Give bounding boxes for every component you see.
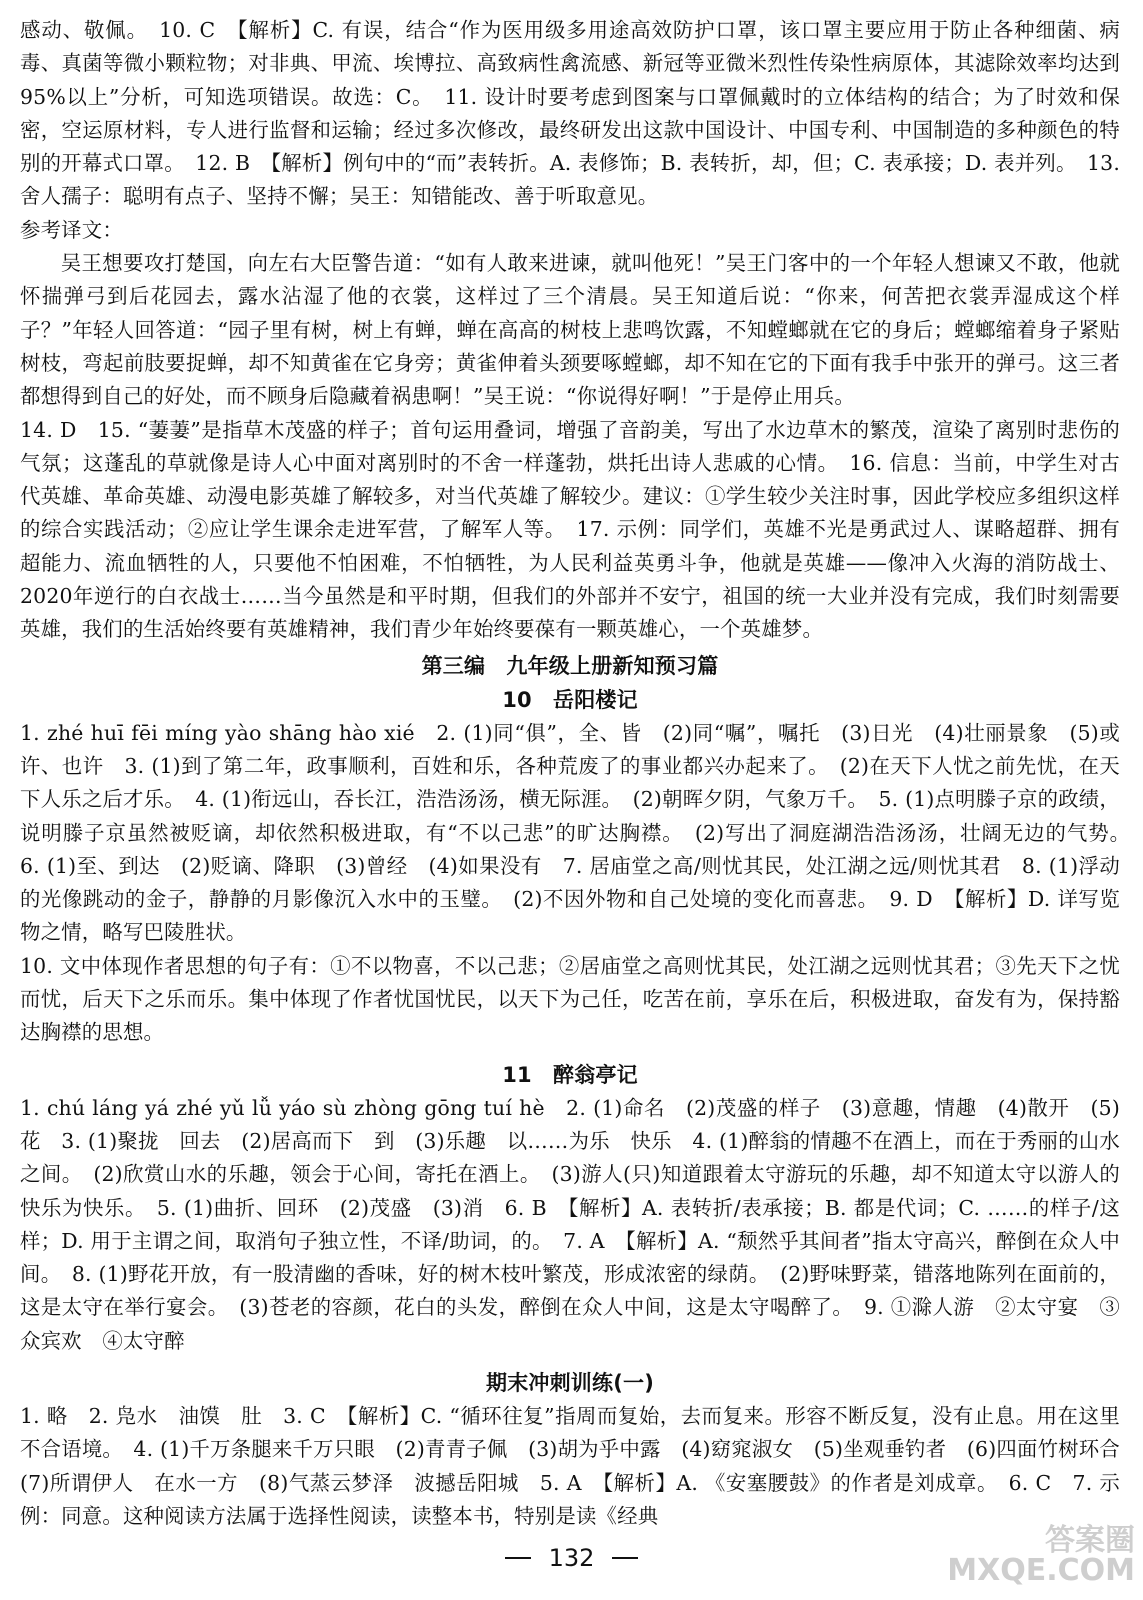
footer-dash-left bbox=[505, 1557, 531, 1559]
lesson-10-q10: 10. 文中体现作者思想的句子有：①不以物喜，不以己悲；②居庙堂之高则忧其民，处江湖之远则忧其君；③先天下之忧而忧，后天下之乐而乐。集中体现了作者忧国忧民，以天下为己任，吃苦在前，享乐在后，积极进取，奋发有为，保持豁达胸襟的思想。 bbox=[20, 953, 1120, 1045]
translation-heading: 参考译文： bbox=[20, 217, 123, 242]
answer-page bbox=[20, 14, 1141, 1533]
lesson-11-title: 11 醉翁亭记 bbox=[502, 1062, 638, 1087]
watermark-logo: 答案圈 MXQE.COM bbox=[947, 1523, 1135, 1588]
lesson-10-answers: 1. zhé huī fēi míng yào shāng hào xié 2. (1)同“俱”，全、皆 (2)同“嘱”，嘱托 (3)日光 (4)壮丽景象 (5)或许、也许 3. (1)到了第二年，政事顺利，百姓和乐，各种荒废了的事业都兴办起来了。 (2)在天下人忧之前先忧，在天下人乐之后才乐。 4. (1)衔远山，吞长江，浩浩汤汤，横无际涯。 (2)朝晖夕阴，气象万千。 5. (1)点明滕子京的政绩，说明滕子京虽然被贬谪，却依然积极进取，有“不以己悲”的旷达胸襟。 (2)写出了洞庭湖浩浩汤汤，壮阔无边的气势。 6. (1)至、到达 (2)贬谪、降职 (3)曾经 (4)如果没有 7. 居庙堂之高/则忧其民，处江湖之远/则忧其君 8. (1)浮动的光像跳动的金子，静静的月影像沉入水中的玉璧。 (2)不因外物和自己处境的变化而喜悲。 9. D 【解析】D. 详写览物之情，略写巴陵胜状。 bbox=[20, 720, 1141, 945]
answers-10-13: 感动、敬佩。 10. C 【解析】C. 有误，结合“作为医用级多用途高效防护口罩，该口罩主要应用于防止各种细菌、病毒、真菌等微小颗粒物；对非典、甲流、埃博拉、高致病性禽流感、新冠等亚微米烈性传染性病原体，其滤除效率均达到95%以上”分析，可知选项错误。故选：C。 11. 设计时要考虑到图案与口罩佩戴时的立体结构的结合；为了时效和保密，空运原材料，专人进行监督和运输；经过多次修改，最终研发出这款中国设计、中国专利、中国制造的多种颜色的特别的开幕式口罩。 12. B 【解析】例句中的“而”表转折。A. 表修饰；B. 表转折，却，但；C. 表承接；D. 表并列。 13. 舍人孺子：聪明有点子、坚持不懈；吴王：知错能改、善于听取意见。 bbox=[20, 18, 1120, 209]
answers-14-17: 14. D 15. “萋萋”是指草木茂盛的样子；首句运用叠词，增强了音韵美，写出了水边草木的繁茂，渲染了离别时悲伤的气氛；这蓬乱的草就像是诗人心中面对离别时的不舍一样蓬勃，烘托出诗人悲戚的心情。 16. 信息：当前，中学生对古代英雄、革命英雄、动漫电影英雄了解较多，对当代英雄了解较少。建议：①学生较少关注时事，因此学校应多组织这样的综合实践活动；②应让学生课余走进军营，了解军人等。 17. 示例：同学们，英雄不光是勇武过人、谋略超群、拥有超能力、流血牺牲的人，只要他不怕困难，不怕牺牲，为人民利益英勇斗争，他就是英雄——像冲入火海的消防战士、2020年逆行的白衣战士……当今虽然是和平时期，但我们的外部并不安宁，祖国的统一大业并没有完成，我们时刻需要英雄，我们的生活始终要有英雄精神，我们青少年始终要葆有一颗英雄心，一个英雄梦。 bbox=[20, 417, 1120, 642]
final-training-title: 期末冲刺训练(一) bbox=[486, 1370, 654, 1395]
lesson-10-title: 10 岳阳楼记 bbox=[502, 687, 638, 712]
footer-dash-right bbox=[612, 1557, 638, 1559]
translation-text: 吴王想要攻打楚国，向左右大臣警告道：“如有人敢来进谏，就叫他死！”吴王门客中的一个年轻人想谏又不敢，他就怀揣弹弓到后花园去，露水沾湿了他的衣裳，这样过了三个清晨。吴王知道后说：“你来，何苦把衣裳弄湿成这个样子？”年轻人回答道：“园子里有树，树上有蝉，蝉在高高的树枝上悲鸣饮露，不知螳螂就在它的身后；螳螂缩着身子紧贴树枝，弯起前肢要捉蝉，却不知黄雀在它身旁；黄雀伸着头颈要啄螳螂，却不知在它的下面有我手中张开的弹弓。这三者都想得到自己的好处，而不顾身后隐藏着祸患啊！”吴王说：“你说得好啊！”于是停止用兵。 bbox=[20, 251, 1120, 409]
part-title: 第三编 九年级上册新知预习篇 bbox=[421, 653, 719, 678]
final-training-answers: 1. 略 2. 凫水 油馍 肚 3. C 【解析】C. “循环往复”指周而复始，去而复来。形容不断反复，没有止息。用在这里不合语境。 4. (1)千万条腿来千万只眼 (2)青青子佩 (3)胡为乎中露 (4)窈窕淑女 (5)坐观垂钓者 (6)四面竹树环合 (7)所谓伊人 在水一方 (8)气蒸云梦泽 波撼岳阳城 5. A 【解析】A. 《安塞腰鼓》的作者是刘成章。 6. C 7. 示例：同意。这种阅读方法属于选择性阅读，读整本书，特别是读《经典 bbox=[20, 1403, 1141, 1528]
lesson-11-answers: 1. chú láng yá zhé yǔ lǚ yáo sù zhòng gōng tuí hè 2. (1)命名 (2)茂盛的样子 (3)意趣，情趣 (4)散开 (5)花 3. (1)聚拢 回去 (2)居高而下 到 (3)乐趣 以……为乐 快乐 4. (1)醉翁的情趣不在酒上，而在于秀丽的山水之间。 (2)欣赏山水的乐趣，领会于心间，寄托在酒上。 (3)游人(只)知道跟着太守游玩的乐趣，却不知道太守以游人的快乐为快乐。 5. (1)曲折、回环 (2)茂盛 (3)消 6. B 【解析】A. 表转折/表承接；B. 都是代词；C. ……的样子/这样；D. 用于主谓之间，取消句子独立性，不译/助词，的。 7. A 【解析】A. “颓然乎其间者”指太守高兴，醉倒在众人中间。 8. (1)野花开放，有一股清幽的香味，好的树木枝叶繁茂，形成浓密的绿荫。 (2)野味野菜，错落地陈列在面前的，这是太守在举行宴会。 (3)苍老的容颜，花白的头发，醉倒在众人中间，这是太守喝醉了。 9. ①滁人游 ②太守宴 ③众宾欢 ④太守醉 bbox=[20, 1095, 1120, 1353]
page-number: 132 bbox=[548, 1544, 595, 1572]
